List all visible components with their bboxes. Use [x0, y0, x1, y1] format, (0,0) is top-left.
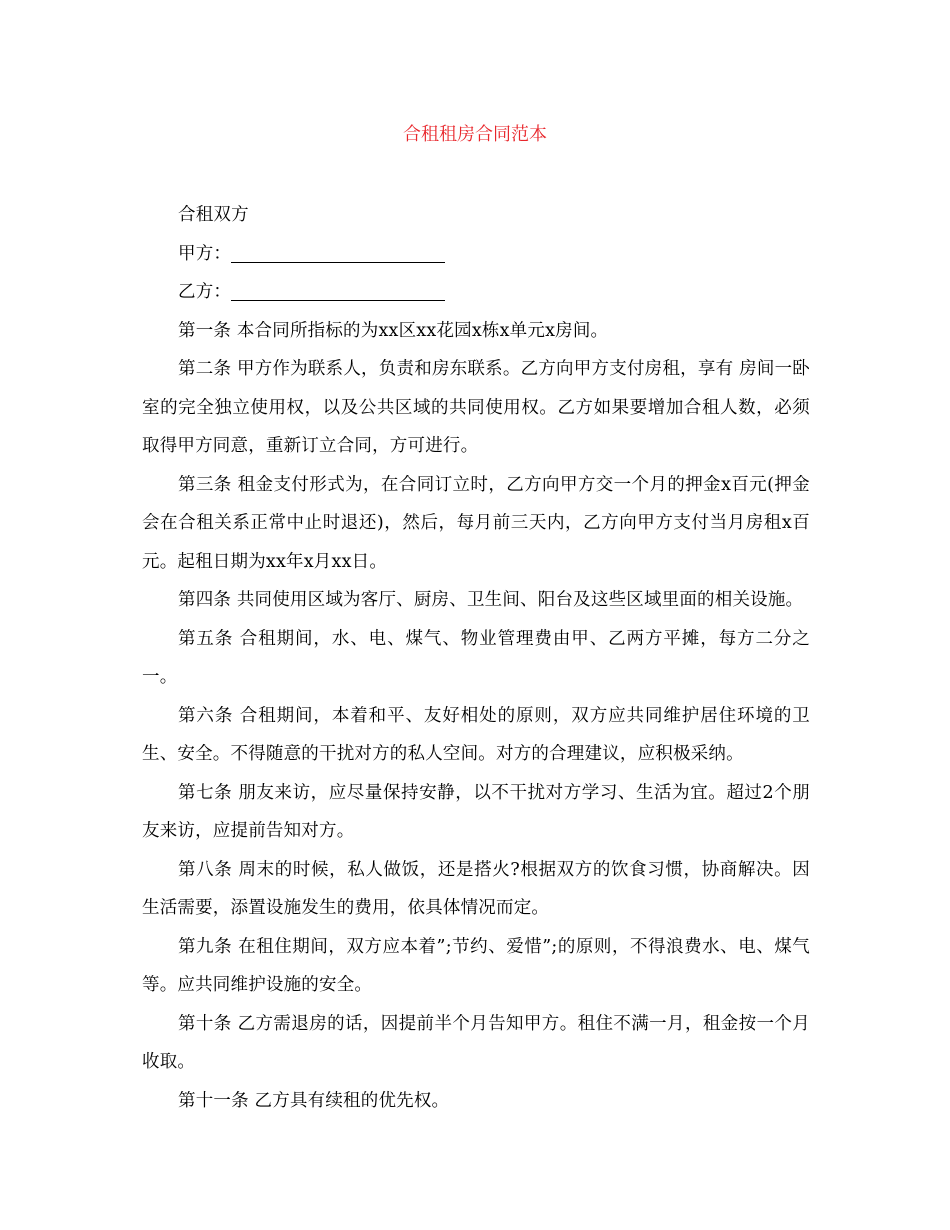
article-1: 第一条 本合同所指标的为xx区xx花园x栋x单元x房间。 [178, 320, 609, 341]
article-6: 第六条 合租期间，本着和平、友好相处的原则，双方应共同维护居住环境的卫生、安全。不得随意的干扰对方的私人空间。对方的合理建议，应积极采纳。 [142, 705, 810, 764]
article-8: 第八条 周末的时候，私人做饭，还是搭火?根据双方的饮食习惯，协商解决。因生活需要，添置设施发生的费用，依具体情况而定。 [142, 859, 810, 918]
party-b-line [142, 273, 810, 312]
party-b-blank [231, 276, 445, 301]
party-a-blank [231, 238, 445, 263]
article-7: 第七条 朋友来访，应尽量保持安静，以不干扰对方学习、生活为宜。超过2个朋友来访，应提前告知对方。 [142, 782, 810, 841]
party-a-line [142, 235, 810, 274]
parties-heading: 合租双方 [178, 205, 249, 225]
article-11: 第十一条 乙方具有续租的优先权。 [178, 1090, 450, 1111]
document-body [142, 196, 810, 1120]
article-2: 第二条 甲方作为联系人，负责和房东联系。乙方向甲方支付房租，享有 房间一卧室的完全独立使用权，以及公共区域的共同使用权。乙方如果要增加合租人数，必须取得甲方同意，重新订立合同，方可进行。 [142, 359, 810, 456]
document-title: 合租租房合同范本 [403, 124, 547, 145]
article-3: 第三条 租金支付形式为，在合同订立时，乙方向甲方交一个月的押金x百元(押金会在合租关系正常中止时退还)，然后，每月前三天内，乙方向甲方支付当月房租x百元。起租日期为xx年x月xx日。 [142, 474, 810, 572]
party-a-label: 甲方： [178, 243, 232, 264]
article-9: 第九条 在租住期间，双方应本着”;节约、爱惜”;的原则，不得浪费水、电、煤气等。应共同维护设施的安全。 [142, 936, 810, 995]
article-10: 第十条 乙方需退房的话，因提前半个月告知甲方。租住不满一月，租金按一个月收取。 [142, 1013, 810, 1072]
article-5: 第五条 合租期间，水、电、煤气、物业管理费由甲、乙两方平摊，每方二分之一。 [142, 628, 810, 687]
party-b-label: 乙方： [178, 282, 232, 302]
article-4: 第四条 共同使用区域为客厅、厨房、卫生间、阳台及这些区域里面的相关设施。 [178, 590, 804, 610]
